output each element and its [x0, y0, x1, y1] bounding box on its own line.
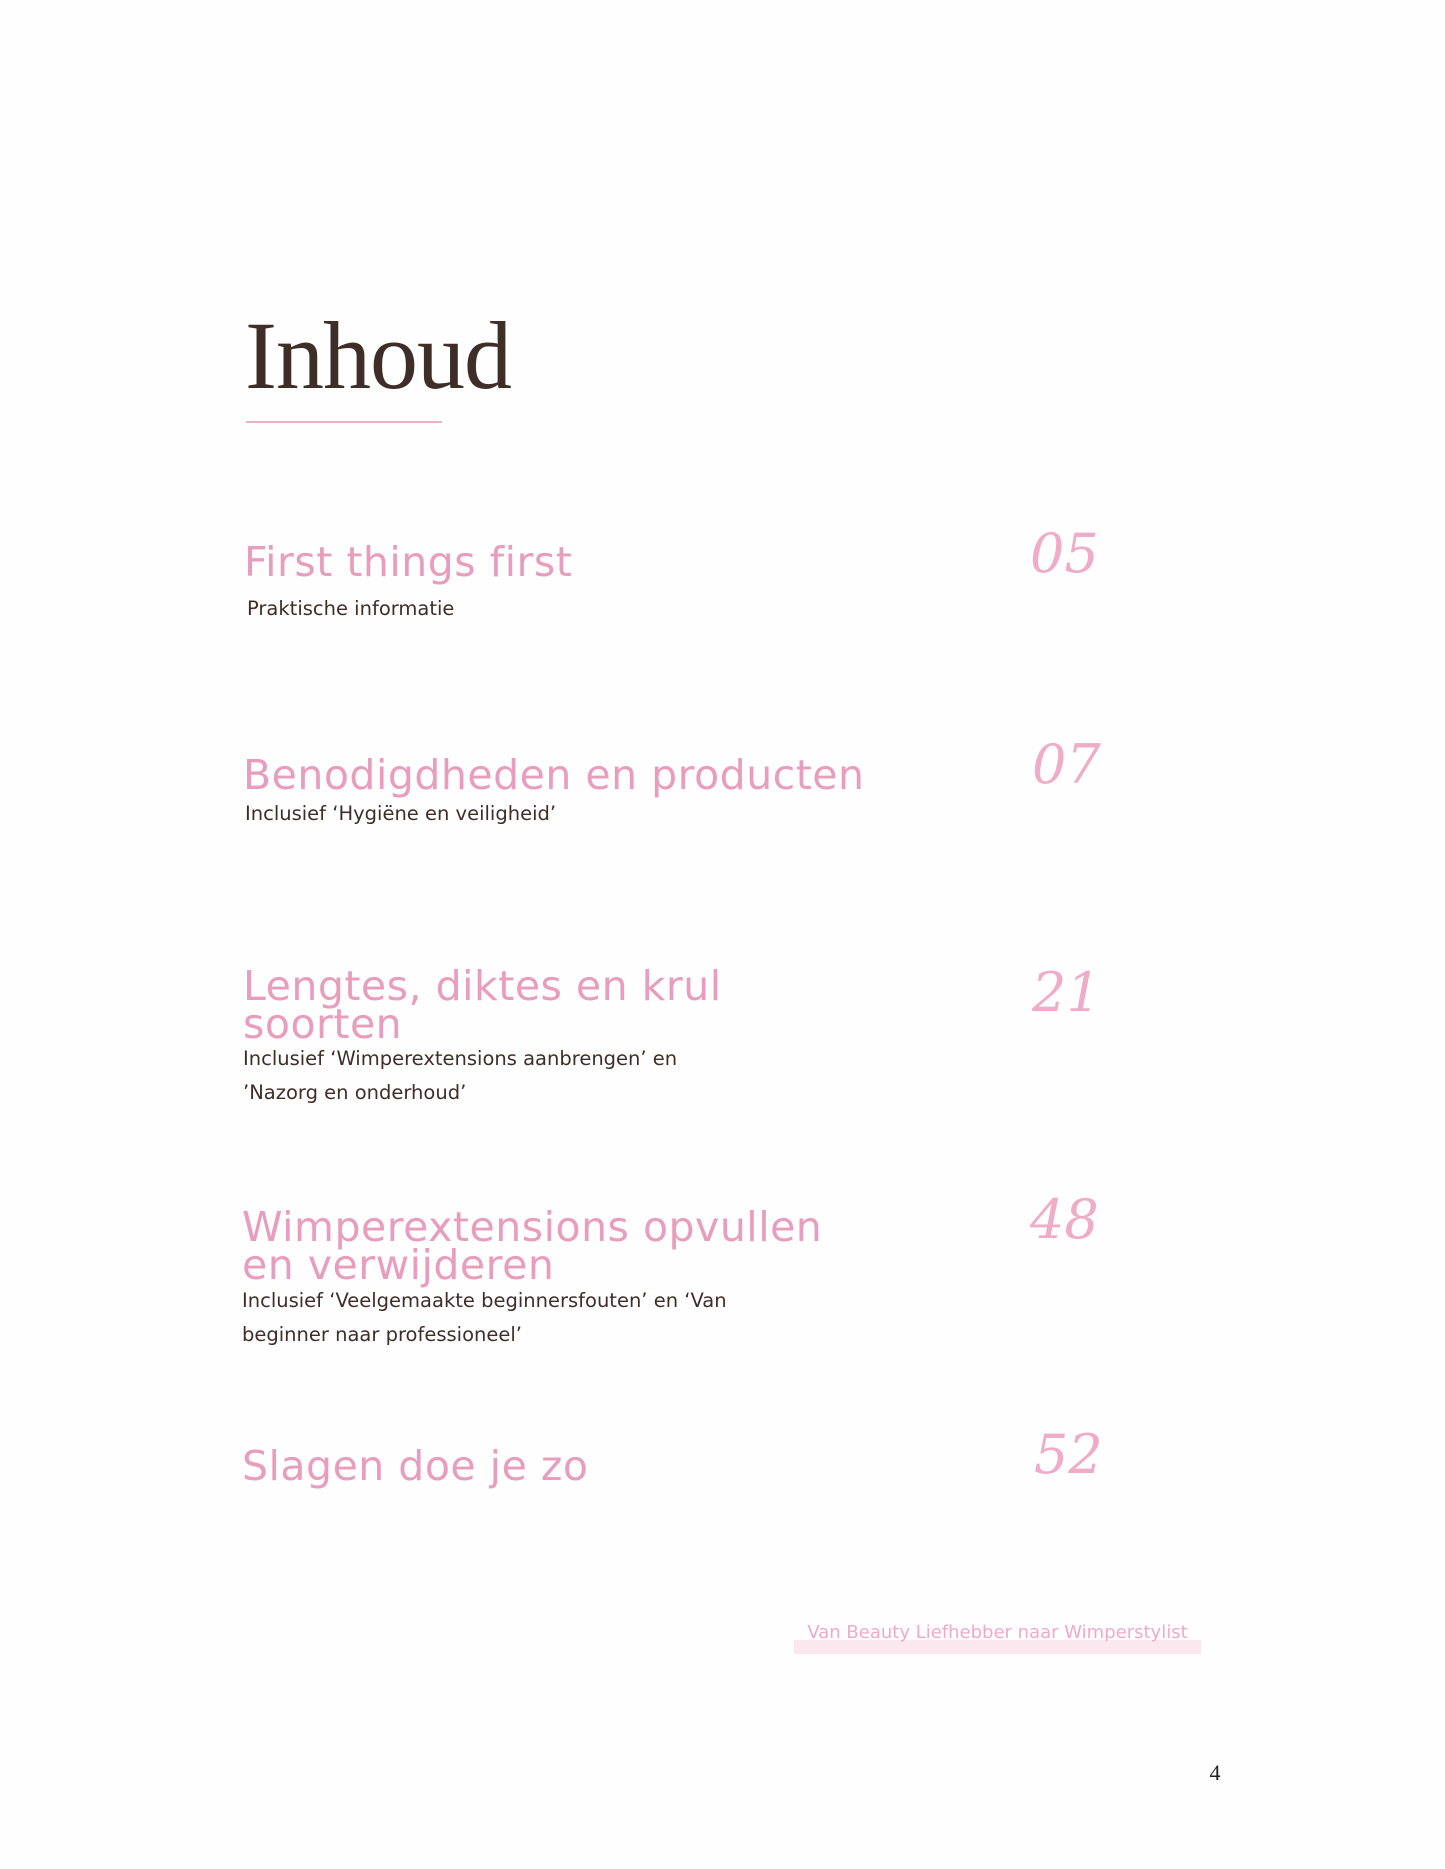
toc-entry-title-line: Lengtes, diktes en krul	[243, 962, 722, 1010]
toc-entry-description-line: Inclusief ‘Wimperextensions aanbrengen’ en	[243, 1047, 678, 1070]
page-title: Inhoud	[245, 302, 511, 409]
toc-entry-page-number: 05	[1030, 522, 1099, 585]
toc-entry-title-line: soorten	[243, 1000, 403, 1048]
toc-entry-title: First things first	[244, 538, 573, 586]
toc-entry-page-number: 21	[1032, 961, 1101, 1024]
toc-entry-description-line: beginner naar professioneel’	[242, 1323, 522, 1346]
toc-entry-description-line: Inclusief ‘Veelgemaakte beginnersfouten’ en ‘Van	[242, 1289, 727, 1312]
toc-entry-description: Praktische informatie	[247, 597, 455, 620]
toc-entry-title-line: Wimperextensions opvullen	[242, 1203, 823, 1251]
toc-entry-title-line: en verwijderen	[242, 1241, 555, 1289]
toc-entry-page-number: 48	[1030, 1188, 1099, 1251]
toc-entry-description: Inclusief ‘Hygiëne en veiligheid’	[245, 802, 557, 825]
page-number: 4	[1209, 1760, 1221, 1785]
toc-entry-description-line: ’Nazorg en onderhoud’	[243, 1081, 467, 1104]
toc-entry-title: Slagen doe je zo	[242, 1442, 589, 1490]
toc-entry-page-number: 07	[1032, 733, 1101, 796]
toc-entry-title: Benodigdheden en producten	[243, 751, 865, 799]
title-underline	[246, 421, 442, 423]
toc-entry-page-number: 52	[1034, 1423, 1103, 1486]
footer-tagline: Van Beauty Liefhebber naar Wimperstylist	[807, 1622, 1188, 1643]
